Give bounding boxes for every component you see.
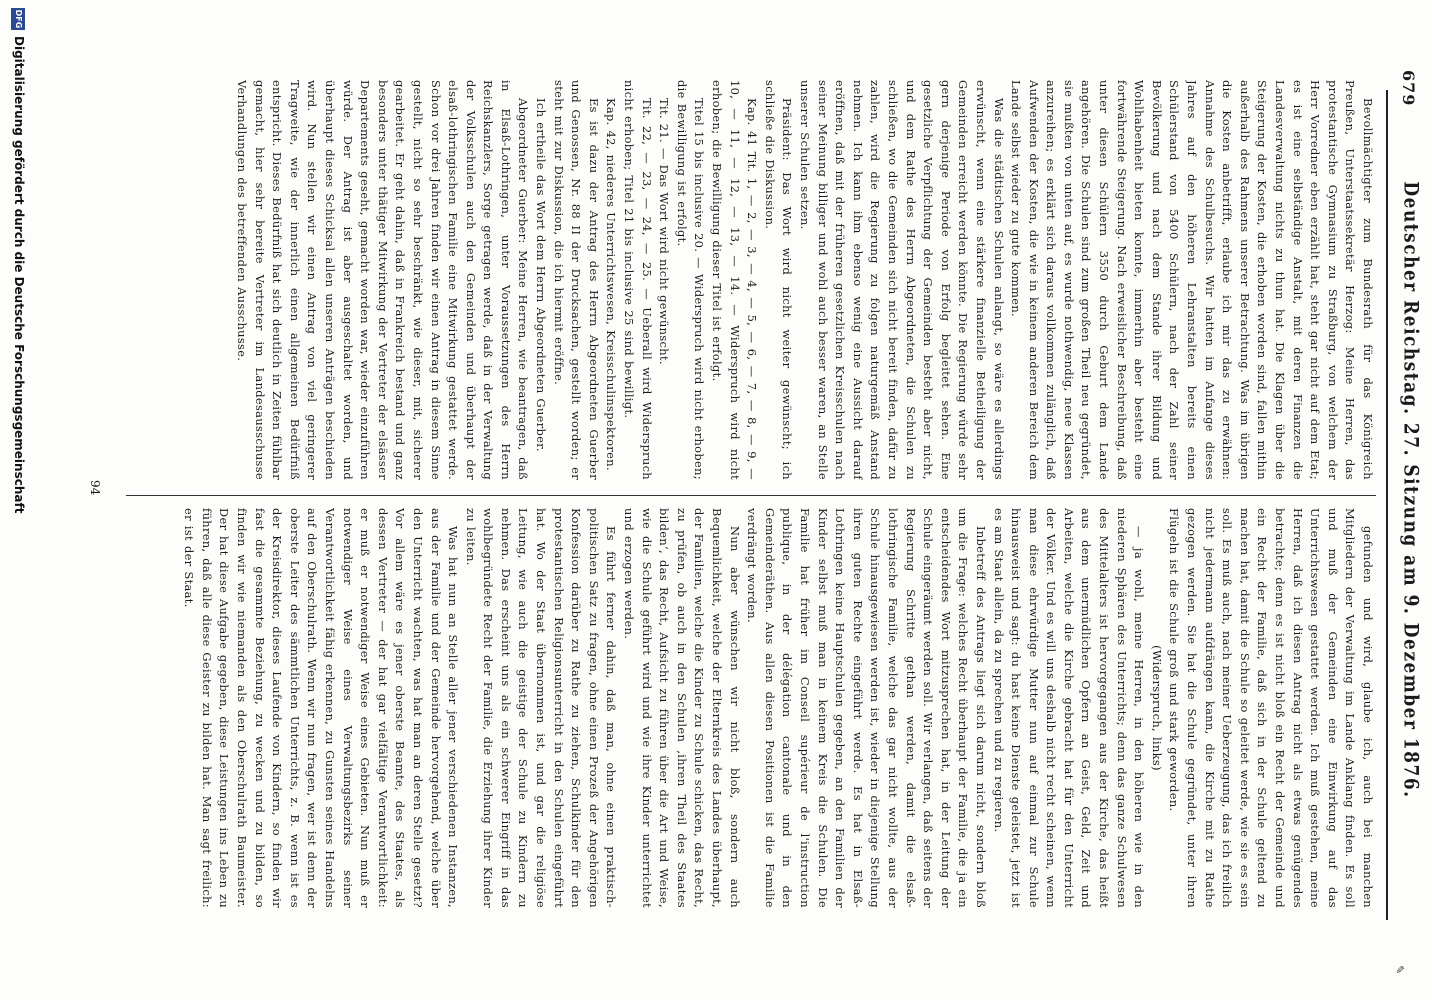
digitization-credit	[5, 0, 27, 1000]
paragraph: Kap. 42, niederes Unterrichtswesen, Kreisschulinspektoren.	[604, 98, 619, 471]
paragraph: Es führt ferner dahin, daß man, ohne einen praktisch-politischen Satz zu fragen, ohne einen Prozeß der Angehörigen Konfession darüber zu Rathe zu ziehen, Schulkinder für den protestantischen Religionsunterricht in den Schulen eingeführt hat. Wo der Staat übernommen ist, und gar die religiöse Leitung, wie auch die geistige der Schule zu Kindern zu nehmen. Das erscheint uns als ein schwerer Eingriff in das wohlbegründete Recht der Familie, die Erziehung ihrer Kinder zu leiten.	[463, 508, 619, 908]
paragraph: Ich ertheile das Wort dem Herrn Abgeordneten Guerber.	[534, 98, 549, 452]
left-text-column	[46, 80, 1376, 480]
paragraph: gefunden und wird, glaube ich, auch bei manchen Mitgliedern der Verwaltung im Lande Anklang finden. Es soll und muß der Gemeinden eine Einwirkung auf das Unterrichtswesen gestattet werden. Ich muß gestehen, meine Herren, daß ich diesen Antrag nicht als etwas genügendes betrachte; denn es ist nicht bloß ein Recht der Gemeinde und ein Recht der Familie, daß sich in der Schule geltend zu machen hat, damit die Schule so geleitet werde, wie sie es sein soll. Es muß auch, nach meiner Ueberzeugung, das ich freilich nicht jedermann aufdrängen kann, die Kirche mit zu Rathe gezogen werden. Sie hat die Schule gegründet, unter ihren Flügeln ist die Schule groß und stark geworden.	[1167, 508, 1375, 908]
column-divider	[126, 495, 1376, 496]
paragraph: — ja wohl, meine Herren, in den höheren wie in den niederen Sphären des Unterrichts; denn das ganze Schulwesen des Mittelalters ist hervorgegangen aus der Kirche, das heißt aus dem unermüdlichen Opfern an Geist, Geld, Zeit und Arbeiten, welche die Kirche gebracht hat für den Unterricht der Völker. Und es will uns deshalb nicht recht scheinen, wenn man diese ehrwürdige Mutter nun auf einmal zur Schule hinausweist und sagt: du hast keine Dienste geleistet, jetzt ist es am Staat allein, da zu sprechen und zu regieren.	[991, 508, 1147, 908]
right-text-column	[46, 508, 1376, 908]
paragraph: Kap. 41 Tit. 1, — 2, — 3, — 4, — 5, — 6, — 7, — 8, — 9, — 10, — 11, — 12, — 13, — 14. — Widerspruch wird nicht erhoben; die Bewilligung dieser Titel ist erfolgt.	[710, 80, 760, 480]
header-rule	[1386, 90, 1388, 920]
paragraph: Es ist dazu der Antrag des Herrn Abgeordneten Guerber und Genossen, Nr. 88 II der Drucksachen, gestellt worden; er steht mit zur Diskussion, die ich hiermit eröffne.	[551, 80, 601, 480]
page-header	[1386, 70, 1426, 930]
credit-text: Digitalisierung gefördert durch die Deutsche Forschungsgemeinschaft	[12, 36, 26, 514]
paragraph: Inbetreff des Antrags liegt sich darum nicht, sondern bloß um die Frage: welches Recht überhaupt der Familie, die ja ein entscheidendes Wort mitzusprechen hat, in der Leitung der Schule eingeräumt werden soll. Wir verlangen, daß seitens der Regierung Schritte gethan werden, damit die elsaß-lothringische Familie, welche das gar nicht wollte, aus der Schule hinausgewiesen werden ist, wieder in diejenige Stellung ihren guten Rechte eingeführt werde. Es hat in Elsaß-Lothringen keine Hauptschulen gegeben, an den Familien der Kinder selbst muß man in keinem Kreis die Schulen. Die Familie hat früher im Conseil supérieur de l'instruction publique, in der délégation cantonale und in den Gemeinderäthen. Aus allen diesen Positionen ist die Familie verdrängt worden.	[745, 508, 988, 908]
paragraph: Was die städtischen Schulen anlangt, so wäre es allerdings erwünscht, wenn eine stärkere finanzielle Betheiligung der Gemeinden erreicht werden könnte. Die Regierung würde sehr gern derjenige Periode von Erfolg begleitet sehen. Eine gesetzliche Verpflichtung der Gemeinden besteht aber nicht, und dem Rathe des Herrn Abgeordneten, die Schulen zu schließen, wo die Gemeinden sich nicht bereit finden, dafür zu zahlen, wird die Regierung zu folgen naturgemäß Anstand nehmen. Ich kann ihm ebenso wenig eine Aussicht darauf eröffnen, daß mit der früheren gesetzlichen Kreisschulen nach seiner Meinung billiger und wohl auch besser waren, an Stelle unserer Schulen setzen.	[798, 80, 1006, 480]
signature-mark: 94	[88, 480, 102, 496]
paragraph: Tit. 22, — 23, — 24, — 25. — Ueberall wird Widerspruch nicht erhoben; Titel 21 bis inclusive 25 sind bewilligt.	[622, 80, 654, 480]
page-number: 679	[1399, 70, 1418, 107]
paragraph: Nun aber wünschen wir nicht bloß, sondern auch Bequemlichkeit, welche der Elternkreis des Landes überhaupt, der Familien, welche die Kinder zu Schule schicken, das Recht, zu prüfen, ob auch in den Schulen ‚ihren Theil des Staates bilden‘, das Recht, Aufsicht zu führen über die Art und Weise, wie die Schule geführt wird und wie ihre Kinder unterrichtet und erzogen werden.	[622, 508, 742, 908]
paragraph: Tit. 21. — Das Wort wird nicht gewünscht.	[657, 98, 672, 365]
paragraph: (Widerspruch, links)	[1149, 645, 1164, 771]
paragraph: Präsident: Das Wort wird nicht weiter gewünscht; ich schließe die Diskussion.	[762, 80, 795, 480]
scan-speck: ✎	[1393, 965, 1406, 975]
paragraph: Titel 15 bis inclusive 20. — Widerspruch wird nicht erhoben; die Bewilligung ist erfolgt.	[674, 80, 707, 480]
dfg-logo: DFG	[11, 8, 25, 30]
paragraph: Was hat nun an Stelle aller jener verschiedenen Instanzen, aus der Familie und der Gemeinde hervorgehend, welche über den Unterricht wachten, was hat man an deren Stelle gesetzt? Vor allem wäre es jener oberste Beamte, des Staates, als dessen Vertreter — der hat gar vielfältige Verantwortlichkeit: er muß er notwendiger Weise eines Gebieten. Nun muß er notwendiger Weise eines Verwaltungsbezirks seiner Verantwortlichkeit fähig erkennen, zu Gunsten seines Handelns auf den Oberschulrath. Wenn wir nun fragen, wer ist denn der oberste Leiter des sämmtlichen Unterrichts, z. B. wenn ist es der Kreisdirektor, dieses Laufende von Kindern, so finden wir fast die gesammte Beziehung, zu wecken und zu bilden, so finden wir wie niemanden als den Oberschulrath Baumeister. Der hat diese Aufgabe gegeben, diese Leistungen ins Leben zu führen, daß alle diese Geister zu bilden hat. Man sagt freilich: er ist der Staat.	[182, 508, 461, 908]
running-title: Deutscher Reichstag. 27. Sitzung am 9. Dezember 1876.	[1398, 181, 1422, 799]
paragraph: Abgeordneter Guerber: Meine Herren, wie beantragen, daß in Elsaß-Lothringen, unter Voraussetzungen des Herrn Reichskanzlers, Sorge getragen werde, daß in der Verwaltung der Volksschulen auch den Gemeinden und überhaupt der elsaß-lothringischen Familie eine Mitwirkung gestattet werde. Schon vor drei Jahren finden wir einen Antrag in diesem Sinne gestellt, nicht so sehr beschränkt, wie dieser, mit, sicherer gearbeitet. Er geht dahin, daß in Frankreich bestand und ganz besonders unter thätiger Mitwirkung der Vertreter der elsässer Departements geseht, gemacht worden war, wieder einzuführen würde. Der Antrag ist aber ausgeschaltet worden, und überhaupt dieses Schicksal allen unseren Anträgen beschieden wird. Nun stellen wir einen Antrag von viel geringerer Tragweite, wie der innerlich einen allgemeinen Bedürfniß entspricht. Dieses Bedürfniß hat sich deutlich in Zeiten fühlbar gemacht, hier sehr bereite Vertreter im Landesausschusse Verhandlungen des betreffenden Ausschusse.	[235, 80, 531, 480]
paragraph: Bevollmächtigter zum Bundesrath für das Königreich Preußen, Unterstaatssekretär Herzog: Meine Herren, das protestantische Gymnasium zu Straßburg, von welchem der Herr Vorredner eben erzählt hat, steht gar nicht auf dem Etat; es ist eine selbständige Anstalt, mit deren Finanzen die Landesverwaltung nichts zu thun hat. Die Klagen über die Steigerung der Kosten, die erhoben worden sind, fallen mithin außerhalb des Rahmens unserer Betrachtung. Was im übrigen die Kosten anbetrifft, erlaube ich mir das zu erwähnen: Annahme des Schulbesuchs. Wir hatten im Anfange dieses Jahres auf den höheren Lehranstalten bereits einen Schülerstand von 5400 Schülern, nach der Zahl seiner Bevölkerung und nach dem Stande ihrer Bildung und Wohlhabenheit bieten konnte, immerhin aber besteht eine fortwährende Steigerung. Nach erweislicher Beschreibung, daß unter diesen Schülern 3550 durch Geburt dem Lande angehören. Die Schulen sind zum großen Theil neu gegründet, sie mußten von unten auf, es wurde nothwendig, neue Klassen anzureihen; es erklärt sich daraus vollkommen zulänglich, daß Aufwenden der Kosten, die wie in keinem anderen Bereich dem Lande selbst wieder zu gute kommen.	[1009, 80, 1375, 480]
